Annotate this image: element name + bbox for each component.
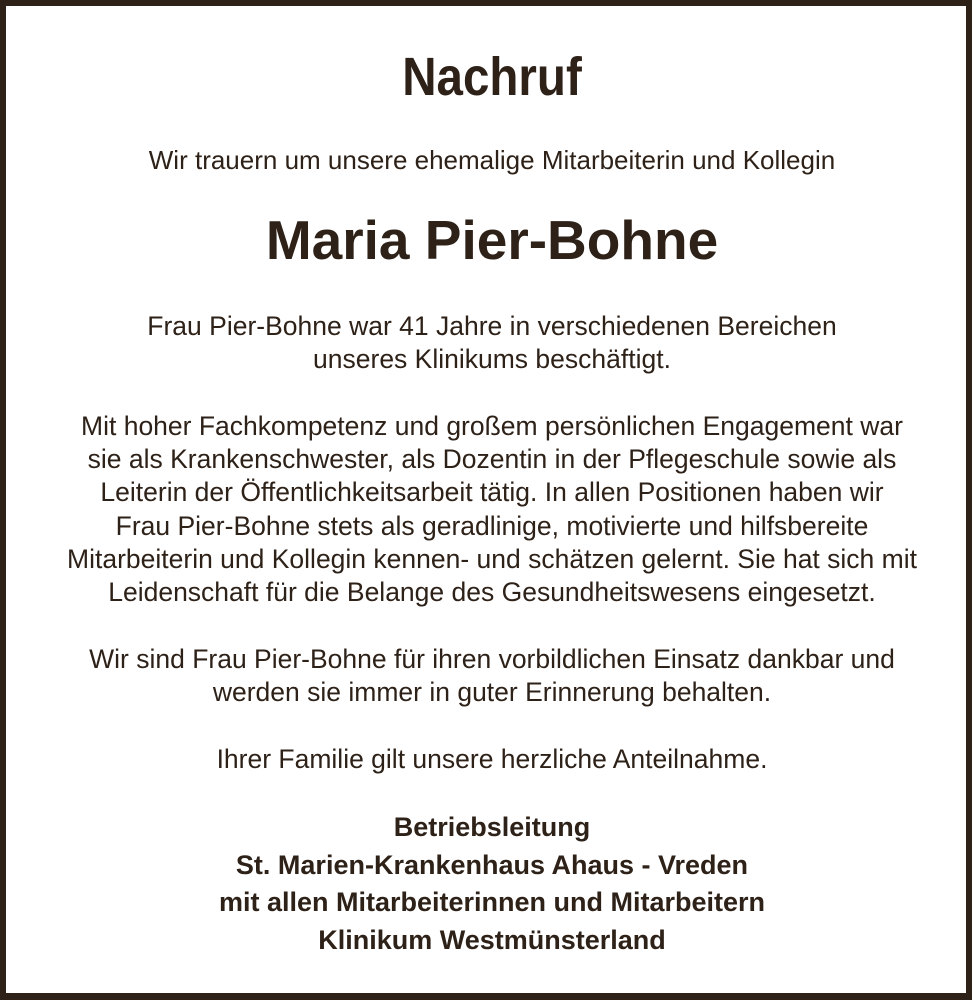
paragraph-service — [6, 310, 972, 376]
intro-line: Wir trauern um unsere ehemalige Mitarbeiterin und Kollegin — [148, 145, 836, 175]
signature-block — [6, 809, 972, 959]
paragraph-condolence — [6, 743, 972, 776]
heading: Nachruf — [402, 47, 582, 107]
paragraph-line: Leiterin der Öffentlichkeitsarbeit tätig. In allen Positionen haben wir — [100, 477, 884, 508]
paragraph-gratitude — [6, 643, 972, 709]
signature-line: Betriebsleitung — [393, 812, 591, 842]
deceased-name: Maria Pier-Bohne — [265, 209, 719, 271]
paragraph-line: sie als Krankenschwester, als Dozentin in der Pflegeschule sowie als — [87, 444, 897, 475]
paragraph-line: Frau Pier-Bohne stets als geradlinige, motivierte und hilfsbereite — [115, 510, 869, 541]
signature-line: mit allen Mitarbeiterinnen und Mitarbeitern — [218, 887, 766, 917]
paragraph-line: Wir sind Frau Pier-Bohne für ihren vorbildlichen Einsatz dankbar und — [89, 644, 895, 674]
paragraph-line: Mit hoher Fachkompetenz und großem persönlichen Engagement war — [81, 411, 903, 441]
paragraph-line: Ihrer Familie gilt unsere herzliche Anteilnahme. — [216, 744, 768, 774]
signature-line: Klinikum Westmünsterland — [318, 924, 666, 955]
paragraph-career — [6, 410, 972, 609]
paragraph-line: unseres Klinikums beschäftigt. — [313, 344, 671, 375]
paragraph-line: Mitarbeiterin und Kollegin kennen- und schätzen gelernt. Sie hat sich mit — [67, 543, 917, 574]
signature-line: St. Marien-Krankenhaus Ahaus - Vreden — [235, 849, 749, 880]
paragraph-line: werden sie immer in guter Erinnerung behalten. — [212, 677, 772, 708]
paragraph-line: Frau Pier-Bohne war 41 Jahre in verschiedenen Bereichen — [147, 311, 837, 341]
paragraph-line: Leidenschaft für die Belange des Gesundheitswesens eingesetzt. — [108, 577, 876, 608]
